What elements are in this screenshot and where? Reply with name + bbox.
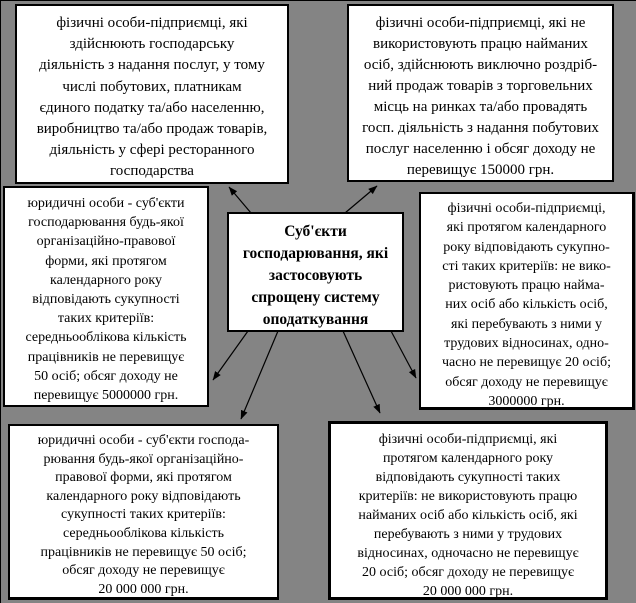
text-line: фізичні особи-підприємці, які [378,432,558,447]
text-line: 20 осіб; обсяг доходу не перевищує [362,565,574,580]
text-line: трудових відносинах, одно- [444,336,609,352]
text-line: відносинах, одночасно не перевищує [357,546,579,561]
text-line: року відповідають сукупно- [443,239,610,255]
text-line: діяльність з надання послуг, у тому [39,57,265,74]
text-line: виробництво та/або продаж товарів, [36,121,268,138]
text-line: середньооблікова кількість [25,330,187,346]
text-line: перебувають з ними у трудових [373,527,563,542]
text-line: оподаткування [262,311,369,328]
text-line: використовують працю найманих [373,36,588,52]
text-line: фізичні особи-підприємці, які не [375,15,586,31]
text-line: 50 осіб; обсяг доходу не [34,368,178,384]
text-line: правової форми, які протягом [55,470,232,486]
text-line: сті таких критеріїв: не вико- [442,258,611,274]
text-line: госп. діяльність з надання побутових [362,120,599,136]
category-box-bottom-left [8,424,279,600]
text-line: 3000000 грн. [488,393,565,409]
text-line: фізичні особи-підприємці, які [56,15,248,31]
text-line: спрощену систему [251,289,380,306]
text-line: часно не перевищує 20 осіб; [442,355,611,371]
central-subject-box [227,212,404,332]
text-line: таких критеріїв: [57,311,155,327]
arrow-center-to-bottom-left [241,331,278,419]
text-line: ристовують працю найма- [448,278,605,294]
arrow-center-to-middle-right [391,331,416,378]
text-line: сукупності таких критеріїв: [61,507,226,523]
text-line: працівників не перевищує 50 осіб; [40,544,247,560]
text-line: 20 000 000 грн. [422,584,514,599]
text-line: числі побутових, платникам [62,78,242,95]
text-line: господарювання, які [242,245,389,262]
text-line: календарного року [50,272,162,288]
text-line: застосовують [268,267,363,284]
text-line: рювання будь-якої організаційно- [43,451,244,467]
category-box-middle-left [3,186,209,407]
text-line: ний продаж товарів з торговельних [368,78,593,94]
text-line: календарного року відповідають [46,488,241,504]
text-line: господарювання будь-якої [28,215,184,231]
text-line: місць на ринках та/або провадять [373,99,588,115]
text-line: форми, які протягом [45,253,167,269]
text-line: обсяг доходу не перевищує [62,563,225,579]
text-line: які перебувають з ними у [451,316,602,332]
text-line: середньооблікова кількість [63,525,224,541]
text-line: юридичні особи - суб'єкти господа- [37,433,250,448]
category-box-top-left [15,4,289,184]
text-line: осіб, здійснюють виключно роздріб- [363,57,598,73]
text-line: відповідають сукупності [32,292,180,308]
arrow-center-to-bottom-right [343,331,380,413]
text-line: організаційно-правової [36,234,176,250]
text-line: відповідають сукупності таких [375,470,561,485]
text-line: господарства [110,163,194,180]
category-box-middle-right [419,192,635,410]
arrow-center-to-top-left [229,187,251,213]
text-line: протягом календарного року [382,451,554,466]
text-line: працівників не перевищує [27,349,185,365]
text-line: фізичні особи-підприємці, [447,201,606,216]
category-box-top-right [347,4,614,182]
text-line: обсяг доходу не перевищує [445,374,608,390]
text-line: критеріїв: не використовують працю [358,489,578,504]
text-line: юридичні особи - суб'єкти [27,196,185,211]
text-line: здійснюють господарську [69,36,235,53]
text-line: перевищує 5000000 грн. [33,388,179,404]
text-line: послуг населенню і обсяг доходу не [365,141,596,157]
arrow-center-to-top-right [345,186,377,213]
category-box-bottom-right [328,421,608,600]
text-line: діяльність у сфері ресторанного [49,142,255,159]
text-line: які протягом календарного [446,220,607,236]
text-line: перевищує 150000 грн. [406,162,555,178]
text-line: них осіб або кількість осіб, [445,297,608,313]
text-line: найманих осіб або кількість осіб, які [358,508,578,523]
text-line: Суб'єкти [284,223,347,240]
text-line: 20 000 000 грн. [98,581,189,597]
arrow-center-to-middle-left [213,331,248,380]
text-line: єдиного податку та/або населенню, [39,99,265,116]
